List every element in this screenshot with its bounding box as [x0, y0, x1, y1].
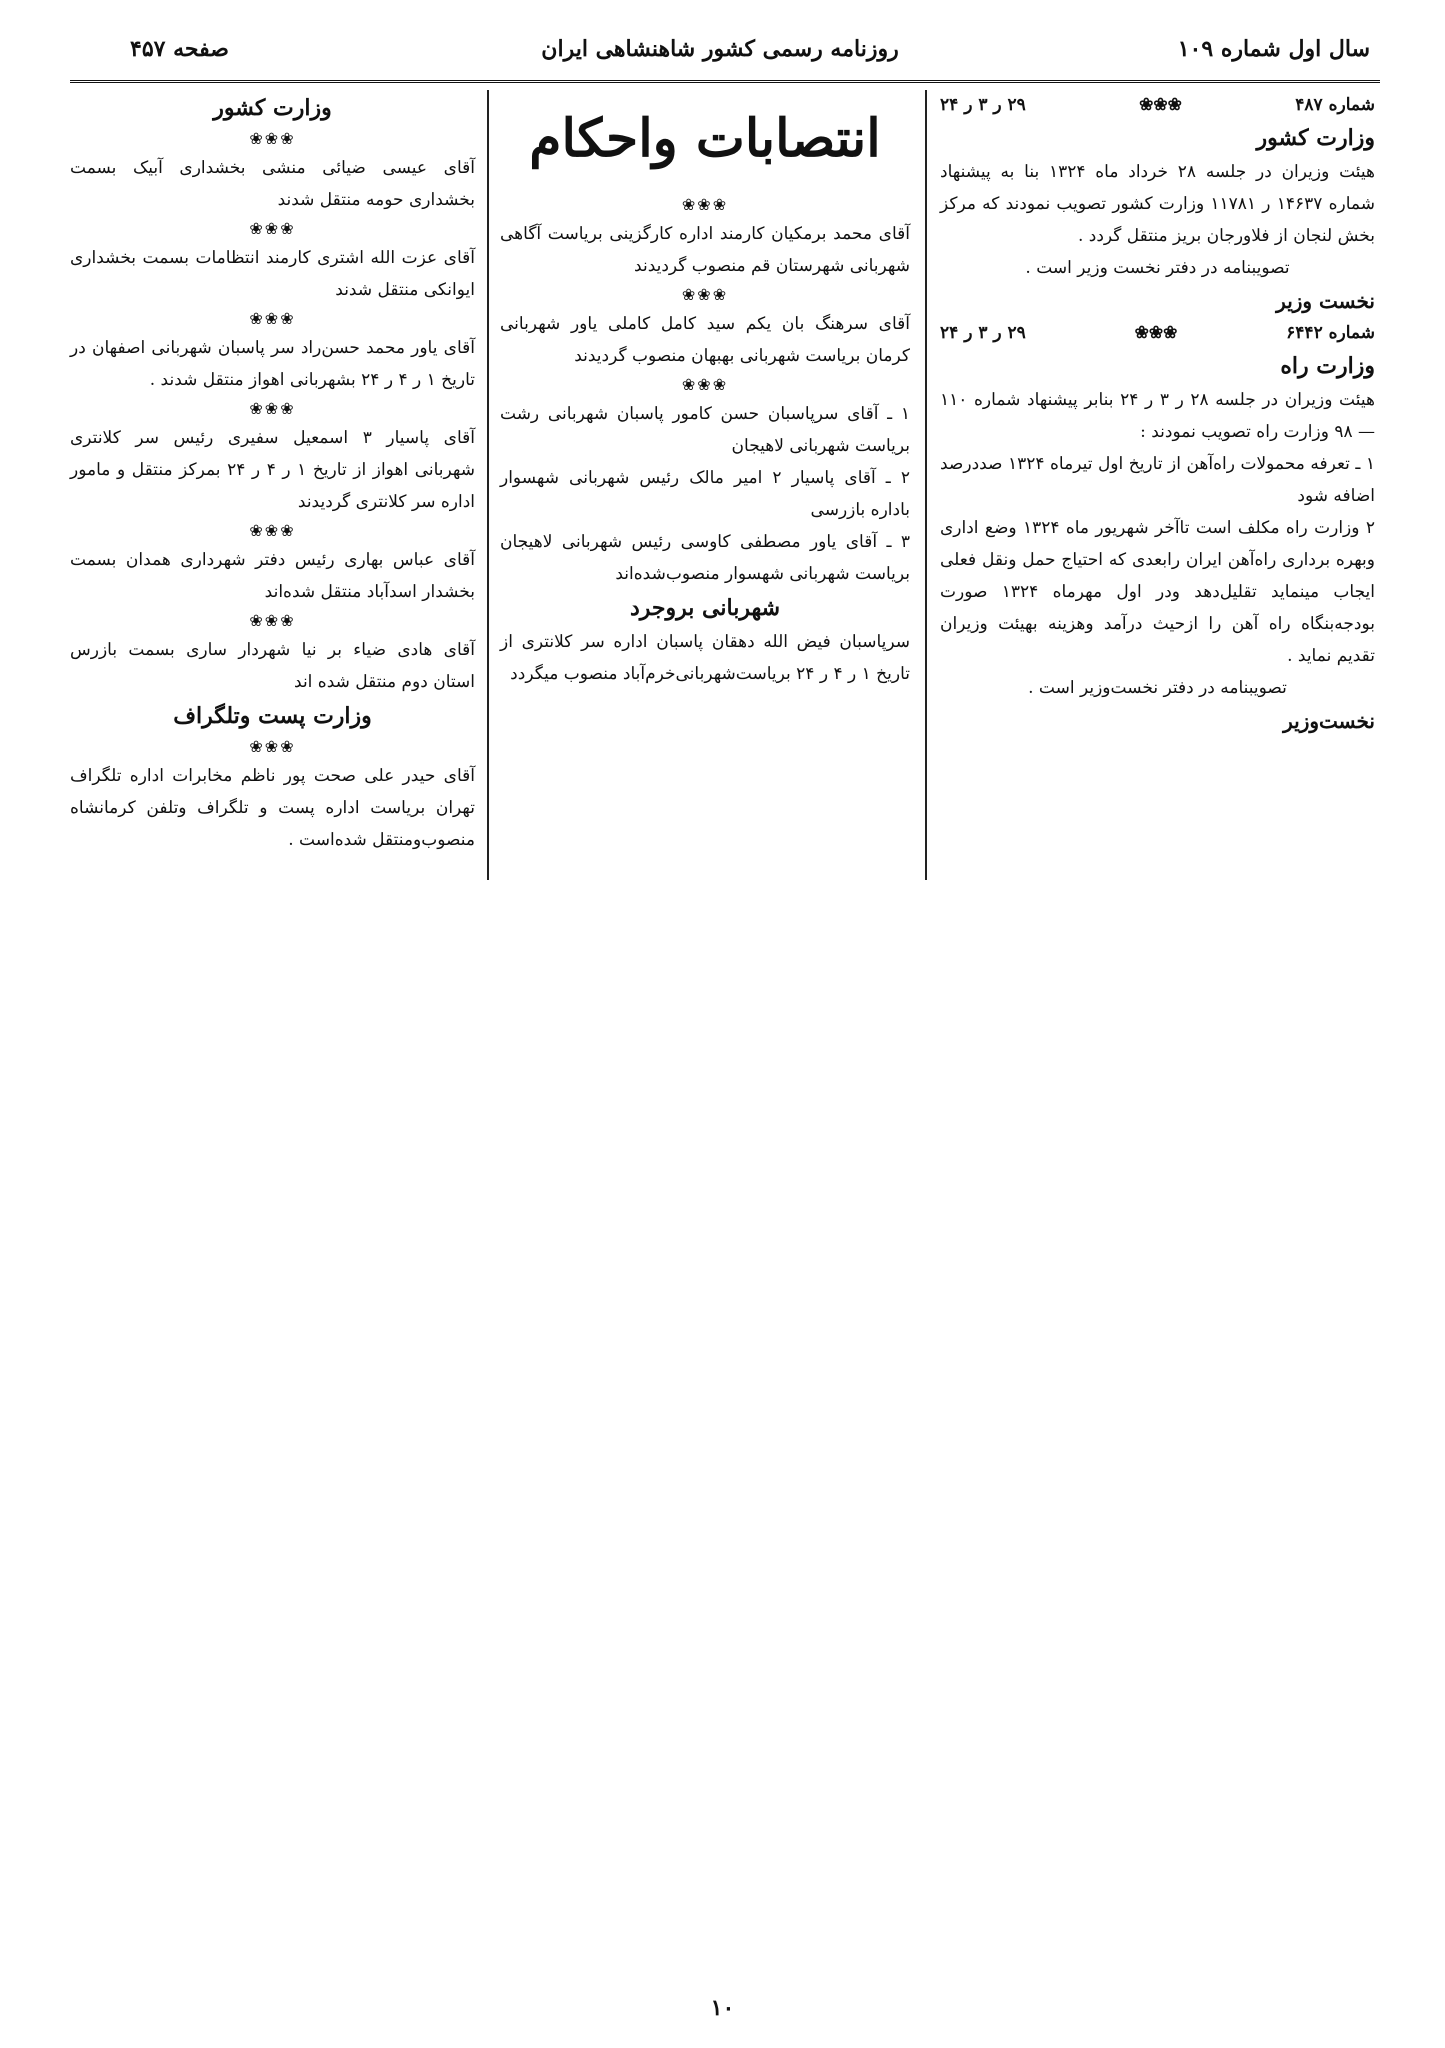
separator-stars: ❀❀❀: [249, 737, 296, 756]
section-heading: شهربانی بروجرد: [629, 595, 781, 621]
signature: نخست‌وزیر: [1283, 709, 1375, 733]
decree-item: ۲ وزارت راه مکلف است تاآخر شهریور ماه ۱۳۲۴ وضع اداری وبهره برداری راه‌آهن ایران رابعدی که احتیاج حمل ونقل فعلی ایجاب مینماید تقلیل‌دهد ودر اول مهرماه ۱۳۲۴ صورت بودجه‌بنگاه راه آهن را ازحیث درآمد وهزینه بهیئت وزیران تقدیم نماید .: [940, 518, 1375, 666]
separator-stars: ❀❀❀: [681, 285, 729, 304]
issue-label: سال اول شماره ۱۰۹: [1177, 36, 1370, 62]
decree-note: تصویبنامه در دفتر نخست‌وزیر است .: [1028, 678, 1287, 698]
decree-stars: ❀❀❀: [1134, 323, 1178, 343]
decree-stars: ❀❀❀: [1139, 95, 1182, 115]
decree-number: شماره ۶۴۴۲: [1286, 323, 1375, 343]
section-heading: وزارت کشور: [1256, 125, 1375, 151]
decree-item: ۱ ـ تعرفه محمولات راه‌آهن از تاریخ اول تیرماه ۱۳۲۴ صددرصد اضافه شود: [940, 454, 1375, 506]
separator-stars: ❀❀❀: [249, 521, 296, 540]
decree-text: هیئت وزیران در جلسه ۲۸ خرداد ماه ۱۳۲۴ بنا به پیشنهاد شماره ۱۴۶۳۷ ر ۱۱۷۸۱ وزارت کشور تصویب نمودند که مرکز بخش لنجان از فلاورجان بریز منتقل گردد .: [940, 162, 1376, 246]
page-header: [70, 30, 1370, 70]
appointment-paragraph: آقای سرهنگ بان یکم سید کامل کاملی یاور شهربانی کرمان بریاست شهربانی بهبهان منصوب گردیدند: [500, 314, 910, 366]
decree-note: تصویبنامه در دفتر نخست وزیر است .: [1025, 258, 1290, 278]
right-column: [930, 90, 1375, 738]
appointment-paragraph: ۲ ـ آقای پاسیار ۲ امیر مالک رئیس شهربانی شهسوار باداره بازرسی: [500, 468, 911, 520]
appointment-paragraph: آقای هادی ضیاء بر نیا شهردار ساری بسمت بازرس استان دوم منتقل شده اند: [70, 640, 475, 692]
appointment-paragraph: آقای پاسیار ۳ اسمعیل سفیری رئیس سر کلانتری شهربانی اهواز از تاریخ ۱ ر ۴ ر ۲۴ بمرکز منتقل و مامور اداره سر کلانتری گردیدند: [70, 428, 475, 512]
separator-stars: ❀❀❀: [681, 375, 729, 394]
header-rule: [70, 80, 1380, 83]
appointment-paragraph: آقای عباس بهاری رئیس دفتر شهرداری همدان بسمت بخشدار اسدآباد منتقل شده‌اند: [70, 550, 475, 602]
decree-number-line: [940, 318, 1375, 348]
appointment-paragraph: آقای عیسی ضیائی منشی بخشداری آبیک بسمت بخشداری حومه منتقل شدند: [70, 158, 475, 210]
decree-date: ۲۹ ر ۳ ر ۲۴: [940, 95, 1026, 115]
newspaper-title: روزنامه رسمی کشور شاهنشاهی ایران: [541, 36, 899, 62]
section-heading: وزارت کشور: [213, 95, 332, 121]
footer-page-number: ۱۰: [710, 1995, 735, 2021]
page-number-label: صفحه ۴۵۷: [130, 36, 229, 62]
appointment-paragraph: آقای یاور محمد حسن‌راد سر پاسبان شهربانی اصفهان در تاریخ ۱ ر ۴ ر ۲۴ بشهربانی اهواز منتقل شدند .: [70, 338, 475, 390]
appointment-paragraph: ۱ ـ آقای سرپاسبان حسن کامور پاسبان شهربانی رشت بریاست شهربانی لاهیجان: [500, 404, 910, 456]
signature: نخست وزیر: [1276, 289, 1375, 313]
appointment-paragraph: سرپاسبان فیض الله دهقان پاسبان اداره سر کلانتری از تاریخ ۱ ر ۴ ر ۲۴ بریاست‌شهربانی‌خرم‌آباد منصوب میگردد: [500, 632, 910, 684]
column-divider-right: [925, 90, 927, 880]
section-title: انتصابات واحکام: [529, 108, 881, 169]
decree-date: ۲۹ ر ۳ ر ۲۴: [940, 323, 1026, 343]
separator-stars: ❀❀❀: [249, 309, 296, 328]
separator-stars: ❀❀❀: [249, 129, 296, 148]
appointment-paragraph: آقای عزت الله اشتری کارمند انتظامات بسمت بخشداری ایوانکی منتقل شدند: [70, 248, 475, 300]
separator-stars: ❀❀❀: [249, 611, 296, 630]
decree-text: هیئت وزیران در جلسه ۲۸ ر ۳ ر ۲۴ بنابر پیشنهاد شماره ۱۱۰ — ۹۸ وزارت راه تصویب نمودند :: [940, 390, 1375, 442]
decree-number: شماره ۴۸۷: [1295, 95, 1375, 115]
center-column: [490, 90, 920, 690]
appointment-paragraph: آقای حیدر علی صحت پور ناظم مخابرات اداره تلگراف تهران بریاست اداره پست و تلگراف وتلفن کرمانشاه منصوب‌ومنتقل شده‌است .: [70, 766, 475, 850]
section-heading: وزارت راه: [1280, 353, 1375, 379]
appointment-paragraph: آقای محمد برمکیان کارمند اداره کارگزینی بریاست آگاهی شهربانی شهرستان قم منصوب گردیدند: [500, 224, 910, 276]
appointment-paragraph: ۳ ـ آقای یاور مصطفی کاوسی رئیس شهربانی لاهیجان بریاست شهربانی شهسوار منصوب‌شده‌اند: [500, 532, 910, 584]
section-heading: وزارت پست وتلگراف: [173, 703, 372, 729]
separator-stars: ❀❀❀: [249, 399, 296, 418]
separator-stars: ❀❀❀: [249, 219, 296, 238]
separator-stars: ❀❀❀: [681, 195, 729, 214]
decree-number-line: [940, 90, 1375, 120]
column-divider-left: [487, 90, 489, 880]
left-column: [70, 90, 485, 856]
